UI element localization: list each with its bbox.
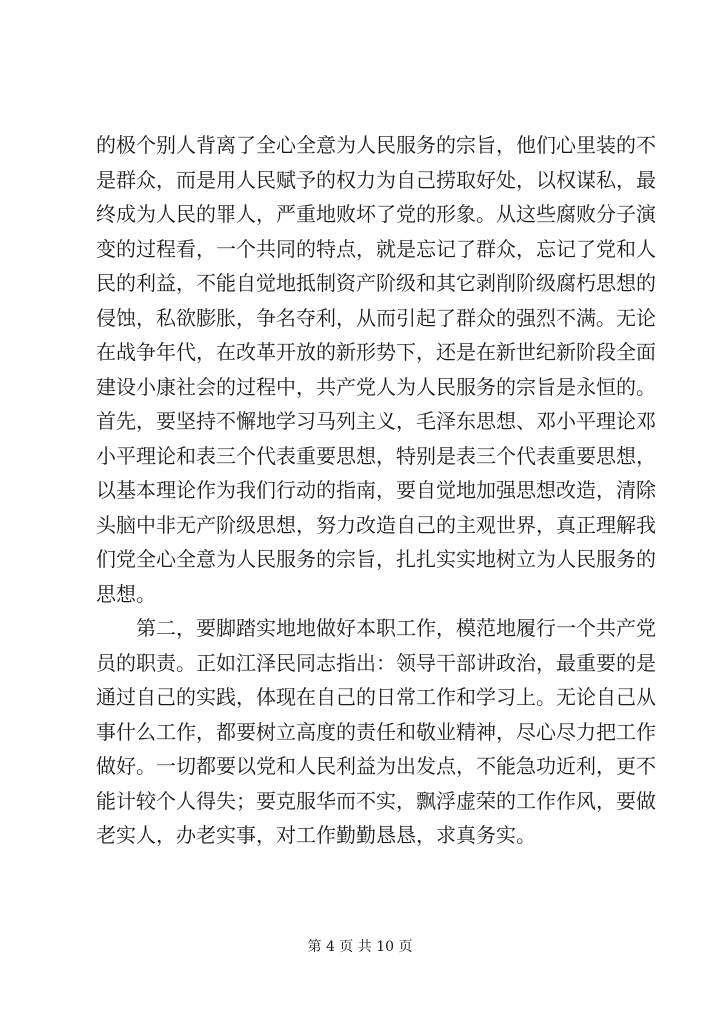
paragraph-1 — [96, 128, 656, 611]
text-line: 做好。一切都要以党和人民利益为出发点，不能急功近利，更不 — [96, 754, 656, 778]
text-line: 员的职责。正如江泽民同志指出：领导干部讲政治，最重要的是 — [96, 650, 656, 675]
text-line: 在战争年代，在改革开放的新形势下，还是在新世纪新阶段全面 — [96, 340, 656, 364]
text-line: 第二，要脚踏实地地做好本职工作，模范地履行一个共产党 — [136, 616, 656, 640]
text-line: 是群众，而是用人民赋予的权力为自己捞取好处，以权谋私，最 — [96, 167, 656, 192]
text-line: 能计较个人得失；要克服华而不实，飘浮虚荣的工作作风，要做 — [96, 788, 656, 813]
text-line: 民的利益，不能自觉地抵制资产阶级和其它剥削阶级腐朽思想的 — [96, 271, 656, 295]
body-text — [96, 128, 656, 853]
text-line: 头脑中非无产阶级思想，努力改造自己的主观世界，真正理解我 — [96, 512, 656, 537]
text-line: 终成为人民的罪人，严重地败坏了党的形象。从这些腐败分子演 — [96, 202, 656, 226]
text-line: 侵蚀，私欲膨胀，争名夺利，从而引起了群众的强烈不满。无论 — [96, 305, 656, 330]
text-line: 思想。 — [96, 581, 156, 606]
text-line: 事什么工作，都要树立高度的责任和敬业精神，尽心尽力把工作 — [96, 719, 656, 744]
paragraph-2 — [96, 611, 656, 853]
text-line: 通过自己的实践，体现在自己的日常工作和学习上。无论自己从 — [96, 685, 656, 709]
text-line: 们党全心全意为人民服务的宗旨，扎扎实实地树立为人民服务的 — [96, 547, 656, 571]
text-line: 以基本理论作为我们行动的指南，要自觉地加强思想改造，清除 — [96, 478, 656, 502]
text-line: 的极个别人背离了全心全意为人民服务的宗旨，他们心里装的不 — [96, 133, 656, 157]
text-line: 变的过程看，一个共同的特点，就是忘记了群众，忘记了党和人 — [96, 236, 656, 261]
page-number-footer: 第 4 页 共 10 页 — [307, 939, 413, 955]
text-line: 老实人，办老实事，对工作勤勤恳恳，求真务实。 — [96, 823, 536, 847]
text-line: 首先，要坚持不懈地学习马列主义，毛泽东思想、邓小平理论邓 — [96, 409, 656, 433]
text-line: 小平理论和表三个代表重要思想，特别是表三个代表重要思想， — [96, 443, 656, 468]
text-line: 建设小康社会的过程中，共产党人为人民服务的宗旨是永恒的。 — [96, 374, 656, 399]
